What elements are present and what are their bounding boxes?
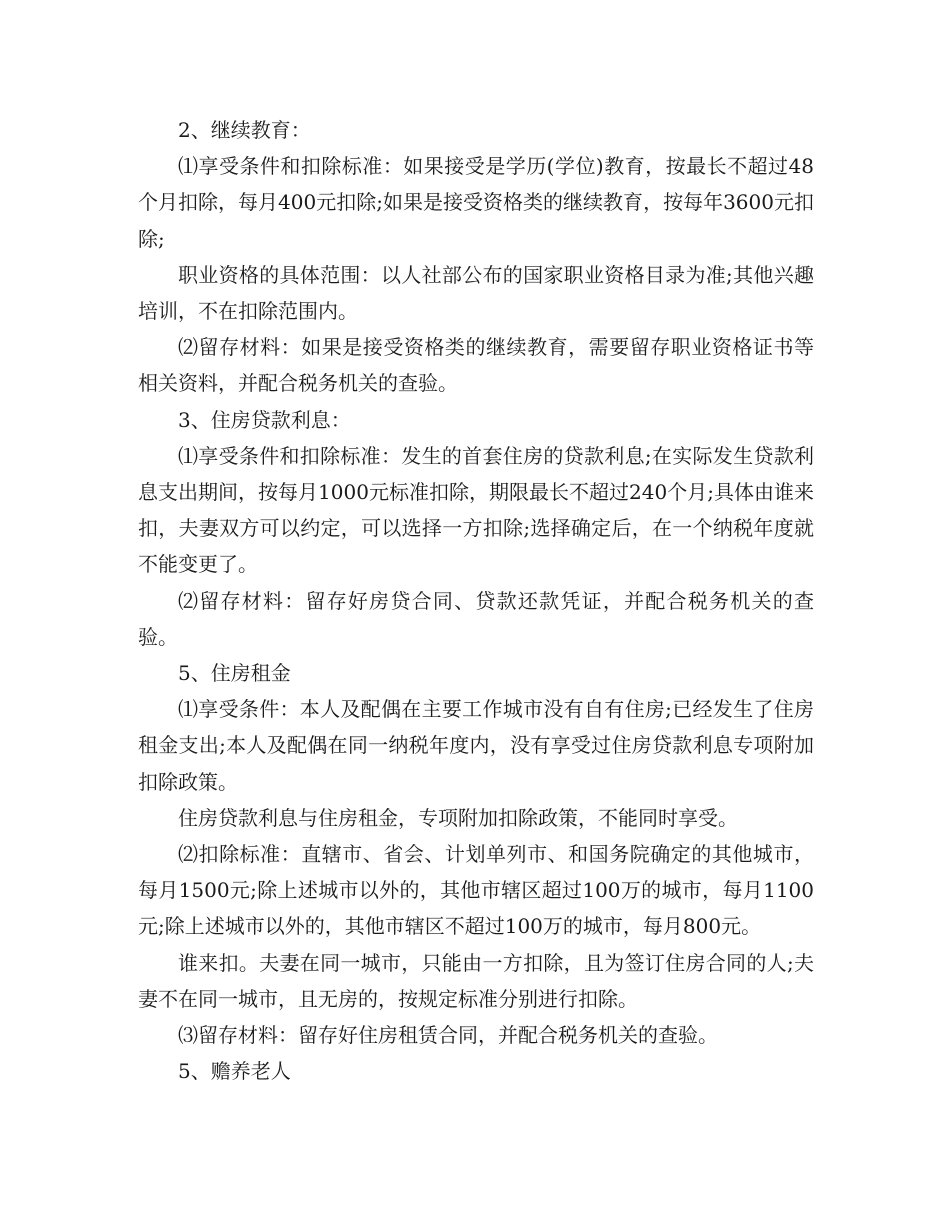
paragraph-qualification-scope: 职业资格的具体范围：以人社部公布的国家职业资格目录为准;其他兴趣培训，不在扣除范围内。: [138, 262, 814, 324]
paragraph-mortgage-materials: ⑵留存材料：留存好房贷合同、贷款还款凭证，并配合税务机关的查验。: [138, 588, 814, 649]
paragraph-rent-exclusivity: 住房贷款利息与住房租金，专项附加扣除政策，不能同时享受。: [178, 805, 738, 830]
paragraph-education-materials: ⑵留存材料：如果是接受资格类的继续教育，需要留存职业资格证书等相关资料，并配合税务机关的查验。: [138, 335, 814, 396]
paragraph-education-conditions: ⑴享受条件和扣除标准：如果接受是学历(学位)教育，按最长不超过48个月扣除，每月400元扣除;如果是接受资格类的继续教育，按每年3600元扣除;: [138, 154, 814, 251]
section-heading-continuing-education: 2、继续教育：: [178, 118, 311, 142]
paragraph-rent-standards: ⑵扣除标准：直辖市、省会、计划单列市、和国务院确定的其他城市，每月1500元;除上述城市以外的，其他市辖区超过100万的城市，每月1100元;除上述城市以外的，其他市辖区不超过100万的城市，每月800元。: [138, 842, 814, 939]
document-body: [138, 112, 814, 1089]
paragraph-rent-conditions: ⑴享受条件：本人及配偶在主要工作城市没有自有住房;已经发生了住房租金支出;本人及配偶在同一纳税年度内，没有享受过住房贷款利息专项附加扣除政策。: [138, 697, 814, 794]
section-heading-housing-rent: 5、住房租金: [178, 661, 291, 686]
section-heading-mortgage-interest: 3、住房贷款利息：: [178, 407, 351, 432]
paragraph-rent-who-deducts: 谁来扣。夫妻在同一城市，只能由一方扣除，且为签订住房合同的人;夫妻不在同一城市，且无房的，按规定标准分别进行扣除。: [138, 950, 814, 1011]
paragraph-rent-materials: ⑶留存材料：留存好住房租赁合同，并配合税务机关的查验。: [178, 1023, 718, 1048]
paragraph-mortgage-conditions: ⑴享受条件和扣除标准：发生的首套住房的贷款利息;在实际发生贷款利息支出期间，按每月1000元标准扣除，期限最长不超过240个月;具体由谁来扣，夫妻双方可以约定，可以选择一方扣除;选择确定后，在一个纳税年度就不能变更了。: [138, 443, 814, 577]
section-heading-elderly-support: 5、赡养老人: [178, 1059, 291, 1084]
